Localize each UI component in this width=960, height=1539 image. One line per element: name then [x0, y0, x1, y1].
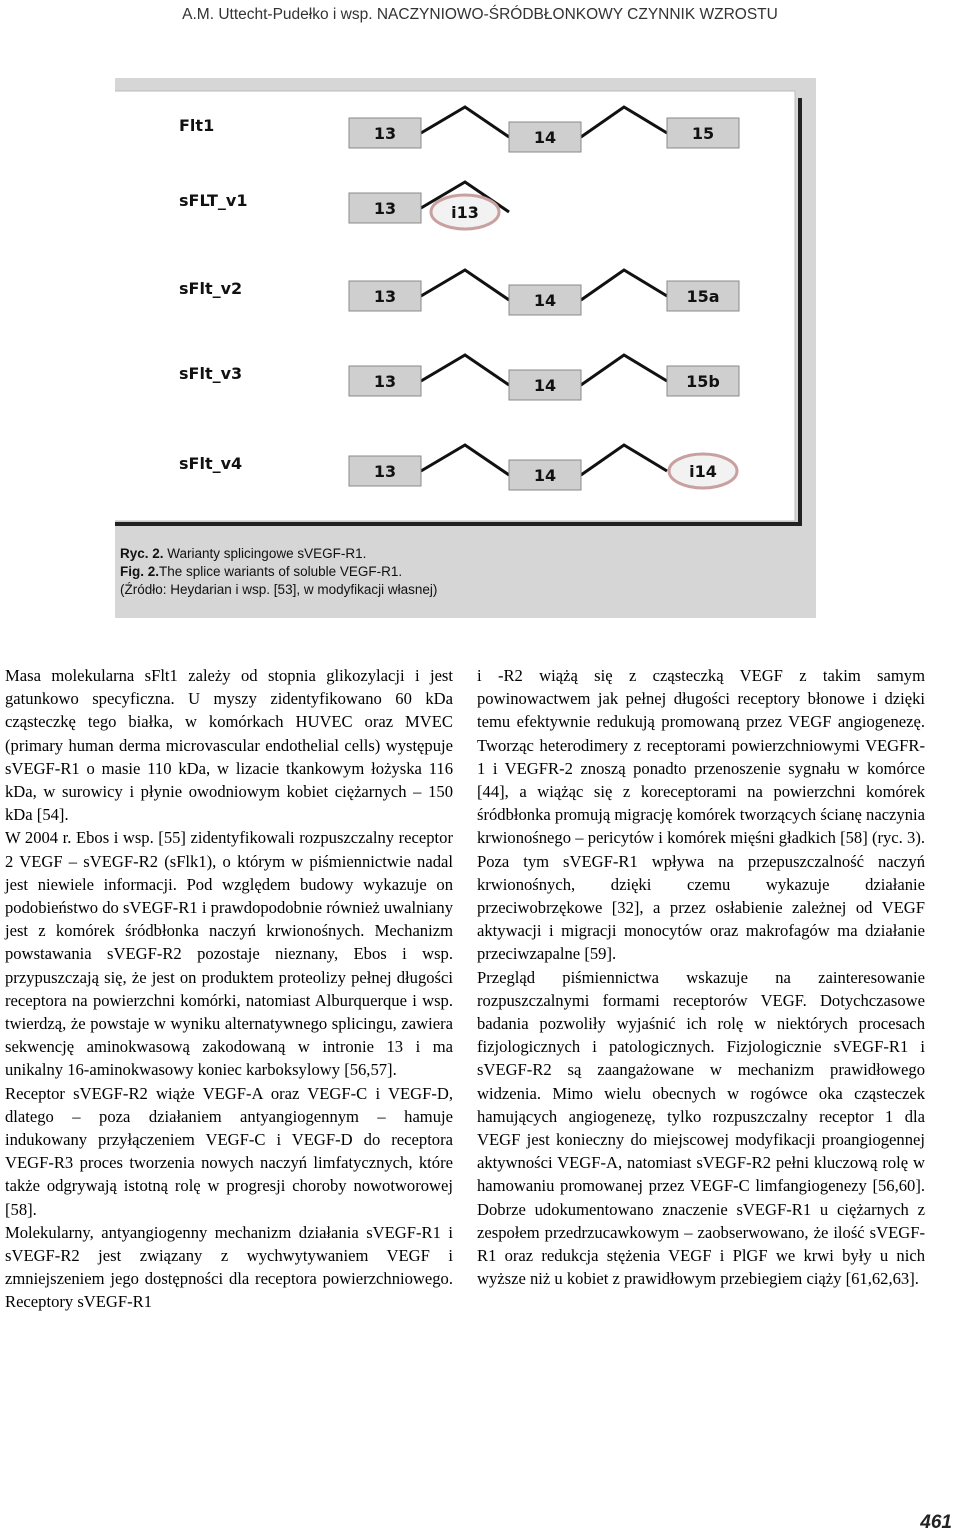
- right-paragraph: i -R2 wiążą się z cząsteczką VEGF z takim samym powinowactwem jak pełnej długości receptory błonowe i dzięki temu efektywnie redukują promowaną przez VEGF angiogenezę. Tworząc heterodimery z receptorami powierzchniowymi VEGFR-1 i VEGFR-2 znoszą ponadto przenoszenie sygnału w komórce [44], a wiążąc się z koreceptorami na powierzchni komórek śródbłonka promują migrację komórek tworzących ścianę naczynia krwionośnego – pericytów i komórek mięśni gładkich [58] (ryc. 3). Poza tym sVEGF-R1 wpływa na przepuszczalność naczyń krwionośnych, dzięki czemu wykazuje działanie przeciwobrzękowe [32], a przez osłabienie zależnej od VEGF aktywacji i migracji monocytów oraz makrofagów ma działanie przeciwzapalne [59].: [477, 666, 925, 964]
- running-header: A.M. Uttecht-Pudełko i wsp. NACZYNIOWO-ŚRÓDBŁONKOWY CZYNNIK WZROSTU: [182, 6, 778, 23]
- left-paragraph: Molekularny, antyangiogenny mechanizm działania sVEGF-R1 i sVEGF-R2 jest związany z wychwytywaniem VEGF i zmniejszeniem jego dostępności dla receptora powierzchniowego. Receptory sVEGF-R1: [5, 1222, 453, 1312]
- exon-label: 15: [691, 124, 715, 143]
- right-column: [477, 664, 925, 1290]
- variant-label: sFlt_v3: [179, 364, 243, 383]
- caption-en-label: Fig. 2.: [120, 564, 160, 579]
- exon-label: 13: [373, 199, 397, 218]
- right-paragraph: Przegląd piśmiennictwa wskazuje na zainteresowanie rozpuszczalnymi formami receptorów VEGF. Dotychczasowe badania pozwoliły wyjaśnić ich rolę w niektórych procesach fizjologicznych i patologicznych. Fizjologicznie sVEGF-R1 i sVEGF-R2 są zaangażowane w mechanizm prawidłowego widzenia. Mimo wielu obecnych w rogówce oka cząsteczek hamujących angiogenezę, tylko rozpuszczalny receptor 1 dla VEGF jest konieczny do miejscowej modyfikacji proangiogennej aktywności VEGF-A, natomiast sVEGF-R2 pełni kluczową rolę w hamowaniu promowanej przez VEGF-C limfangiogenezy [56,60]. Dobrze udokumentowano znaczenie sVEGF-R1 u ciężarnych z zespołem przedrzucawkowym – zaobserwowano, że ilość sVEGF-R1 oraz redukcja stężenia VEGF i PlGF we krwi były u nich wyższe niż u kobiet z prawidłowym przebiegiem ciąży [61,62,63].: [477, 967, 925, 1289]
- exon-label: 13: [373, 462, 397, 481]
- exon-label: 13: [373, 124, 397, 143]
- exon-label: 13: [373, 372, 397, 391]
- panel-shadow-bottom: [115, 522, 802, 526]
- left-paragraph: Receptor sVEGF-R2 wiąże VEGF-A oraz VEGF-C i VEGF-D, dlatego – poza działaniem antyangiogennym – hamuje indukowany przyłączeniem VEGF-C i VEGF-D do receptora VEGF-R3 proces tworzenia nowych naczyń limfatycznych, które także odgrywają istotną rolę w progresji choroby nowotworowej [58].: [5, 1083, 453, 1219]
- panel-shadow-right: [798, 98, 802, 526]
- left-paragraph: Masa molekularna sFlt1 zależy od stopnia glikozylacji i jest gatunkowo specyficzna. U myszy zidentyfikowano 60 kDa cząsteczkę tego białka, w komórkach HUVEC oraz MVEC (primary human derma microvascular endothelial cells) występuje sVEGF-R1 o masie 110 kDa, w lizacie tkankowym łożyska 116 kDa, w surowicy i płynie owodniowym kobiet ciężarnych – 150 kDa [54].: [5, 666, 453, 825]
- figure-caption: [120, 545, 810, 599]
- left-column: [5, 664, 453, 1314]
- left-paragraph: W 2004 r. Ebos i wsp. [55] zidentyfikowali rozpuszczalny receptor 2 VEGF – sVEGF-R2 (sFlk1), o którym w piśmiennictwie nadal jest niewiele informacji. Pod względem budowy wykazuje on podobieństwo do sVEGF-R1 i prawdopodobnie również uwalniany jest z komórek śródbłonka naczyń krwionośnych. Mechanizm powstawania sVEGF-R2 pozostaje nieznany, Ebos i wsp. przypuszczają się, że jest on produktem proteolizy pełnej długości receptora na powierzchni komórki, natomiast Alburquerque i wsp. twierdzą, że powstaje w wyniku alternatywnego splicingu, zawiera sekwencję aminokwasową zakodowaną w intronie 13 i ma unikalny 16-aminokwasowy koniec karboksylowy [56,57].: [5, 828, 453, 1080]
- page-number: 461: [920, 1512, 952, 1533]
- caption-pl-text: Warianty splicingowe sVEGF-R1.: [163, 546, 367, 561]
- variant-label: sFlt_v2: [179, 279, 243, 298]
- caption-source: (Źródło: Heydarian i wsp. [53], w modyfikacji własnej): [120, 582, 438, 597]
- exon-label: 13: [373, 287, 397, 306]
- figure-splice-variants: [115, 78, 816, 618]
- exon-label: i14: [689, 462, 717, 481]
- variant-label: sFLT_v1: [179, 191, 248, 210]
- variant-label: sFlt_v4: [179, 454, 243, 473]
- caption-english: [120, 563, 810, 581]
- caption-pl-label: Ryc. 2.: [120, 546, 164, 561]
- caption-polish: [120, 545, 810, 563]
- exon-label: 14: [533, 466, 557, 485]
- exon-label: 14: [533, 291, 557, 310]
- exon-label: 15b: [686, 372, 720, 391]
- exon-label: 14: [533, 376, 557, 395]
- variant-label: Flt1: [179, 116, 215, 135]
- exon-label: i13: [451, 203, 479, 222]
- exon-label: 14: [533, 128, 557, 147]
- splice-diagram: [115, 78, 816, 618]
- caption-en-text: The splice wariants of soluble VEGF-R1.: [159, 564, 403, 579]
- exon-label: 15a: [686, 287, 720, 306]
